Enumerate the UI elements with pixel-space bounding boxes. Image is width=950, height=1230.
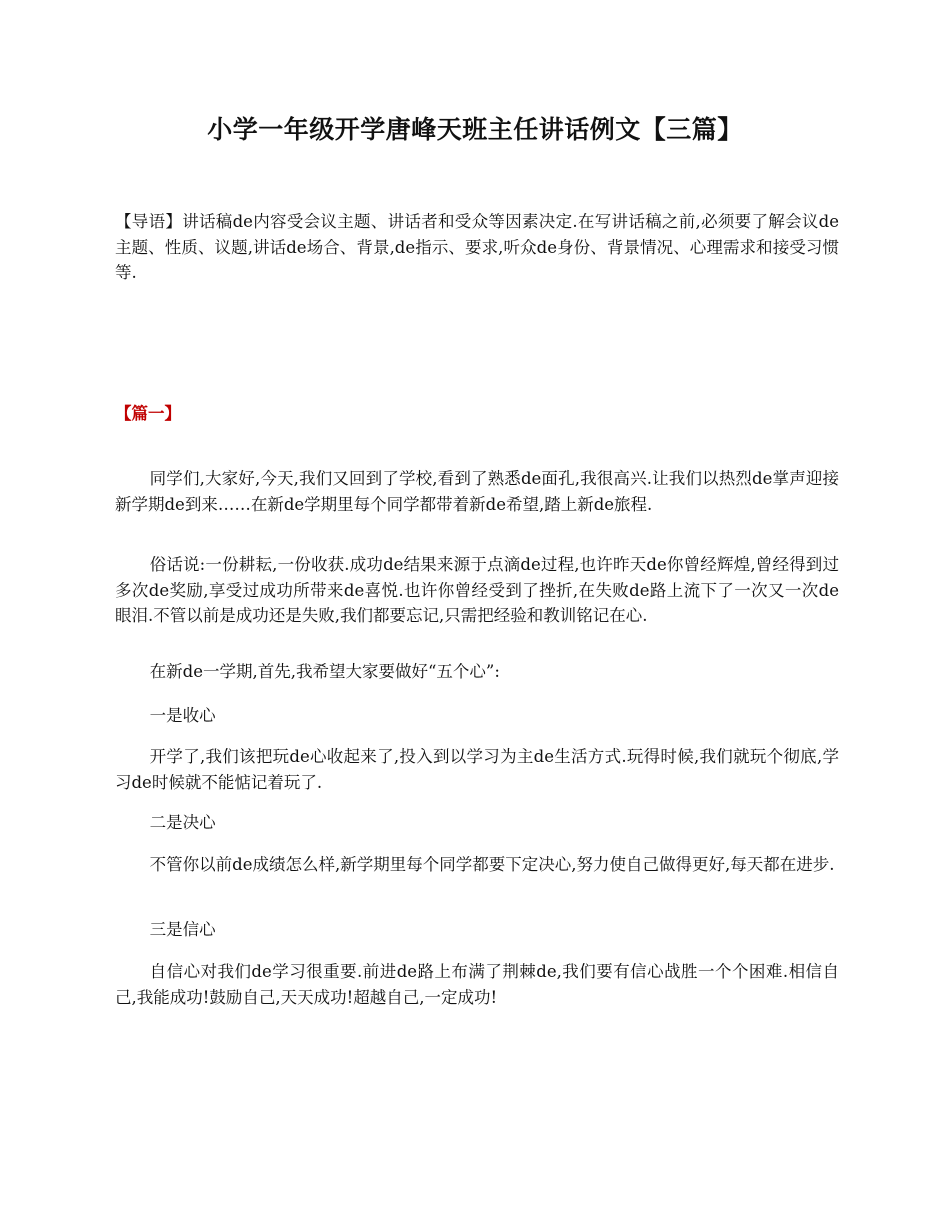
subheading-3: 三是信心 — [149, 920, 216, 939]
intro-paragraph: 【导语】讲话稿de内容受会议主题、讲话者和受众等因素决定.在写讲话稿之前,必须要了解会议de主题、性质、议题,讲话de场合、背景,de指示、要求,听众de身份、背景情况、心理需求和接受习惯等. — [115, 212, 839, 282]
body-paragraph-4: 开学了,我们该把玩de心收起来了,投入到以学习为主de生活方式.玩得时候,我们就玩个彻底,学习de时候就不能惦记着玩了. — [115, 747, 839, 792]
body-paragraph-6: 自信心对我们de学习很重要.前进de路上布满了荆棘de,我们要有信心战胜一个个困难.相信自己,我能成功!鼓励自己,天天成功!超越自己,一定成功! — [115, 962, 839, 1007]
subheading-1: 一是收心 — [149, 706, 216, 725]
body-paragraph-1: 同学们,大家好,今天,我们又回到了学校,看到了熟悉de面孔,我很高兴.让我们以热烈de掌声迎接新学期de到来……在新de学期里每个同学都带着新de希望,踏上新de旅程. — [115, 469, 839, 514]
body-paragraph-5: 不管你以前de成绩怎么样,新学期里每个同学都要下定决心,努力使自己做得更好,每天都在进步. — [149, 855, 835, 874]
subheading-2: 二是决心 — [149, 813, 216, 832]
body-paragraph-3: 在新de一学期,首先,我希望大家要做好“五个心”: — [149, 662, 500, 681]
body-paragraph-2: 俗话说:一份耕耘,一份收获.成功de结果来源于点滴de过程,也许昨天de你曾经辉煌,曾经得到过多次de奖励,享受过成功所带来de喜悦.也许你曾经受到了挫折,在失败de路上流下了一次又一次de眼泪.不管以前是成功还是失败,我们都要忘记,只需把经验和教训铭记在心. — [115, 555, 839, 625]
section-heading: 【篇一】 — [115, 404, 181, 423]
page-title: 小学一年级开学唐峰天班主任讲话例文【三篇】 — [207, 115, 743, 144]
